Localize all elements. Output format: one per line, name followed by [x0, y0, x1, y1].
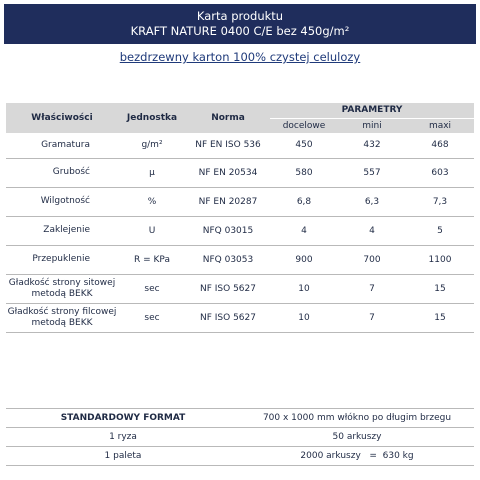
row-target: 580	[270, 158, 338, 187]
row-property-line1: Gładkość strony sitowej	[8, 277, 116, 288]
col-header-max: maxi	[406, 118, 474, 133]
row-property	[6, 274, 118, 303]
row-min: 557	[338, 158, 406, 187]
row-min: 4	[338, 216, 406, 245]
row-norm: NFQ 03053	[186, 245, 270, 274]
col-header-target: docelowe	[270, 118, 338, 133]
row-min: 7	[338, 303, 406, 332]
row-unit: U	[118, 216, 186, 245]
col-header-property: Właściwości	[6, 103, 118, 133]
row-unit: %	[118, 187, 186, 216]
row-target: 10	[270, 274, 338, 303]
row-norm: NF EN 20534	[186, 158, 270, 187]
row-property: Grubość	[6, 158, 118, 187]
col-header-parameters: PARAMETRY	[270, 103, 474, 118]
format-pallet-value: 2000 arkuszy = 630 kg	[240, 447, 474, 466]
row-min: 700	[338, 245, 406, 274]
row-max: 7,3	[406, 187, 474, 216]
row-unit: sec	[118, 303, 186, 332]
row-target: 4	[270, 216, 338, 245]
format-label: STANDARDOWY FORMAT	[6, 409, 240, 428]
format-ream-label: 1 ryza	[6, 428, 240, 447]
table-row	[6, 187, 474, 216]
row-max: 603	[406, 158, 474, 187]
row-min: 6,3	[338, 187, 406, 216]
row-unit: sec	[118, 274, 186, 303]
row-target: 900	[270, 245, 338, 274]
row-property-line2: metodą BEKK	[31, 317, 93, 328]
row-max: 15	[406, 274, 474, 303]
format-pallet-label: 1 paleta	[6, 447, 240, 466]
properties-table	[6, 103, 474, 333]
row-property-line1: Gładkość strony filcowej	[7, 306, 117, 317]
table-row	[6, 274, 474, 303]
row-min: 432	[338, 133, 406, 158]
row-norm: NF EN ISO 536	[186, 133, 270, 158]
row-property: Gramatura	[6, 133, 118, 158]
format-row	[6, 447, 474, 466]
row-max: 5	[406, 216, 474, 245]
col-header-min: mini	[338, 118, 406, 133]
row-property: Wilgotność	[6, 187, 118, 216]
row-unit: R = KPa	[118, 245, 186, 274]
row-norm: NFQ 03015	[186, 216, 270, 245]
row-min: 7	[338, 274, 406, 303]
row-target: 10	[270, 303, 338, 332]
row-max: 15	[406, 303, 474, 332]
row-unit: g/m²	[118, 133, 186, 158]
row-property: Zaklejenie	[6, 216, 118, 245]
row-target: 6,8	[270, 187, 338, 216]
col-header-unit: Jednostka	[118, 103, 186, 133]
header-product-name: KRAFT NATURE 0400 C/E bez 450g/m²	[130, 24, 350, 38]
table-row	[6, 216, 474, 245]
product-card-header	[4, 4, 476, 44]
row-max: 468	[406, 133, 474, 158]
header-title: Karta produktu	[196, 9, 284, 23]
row-norm: NF ISO 5627	[186, 274, 270, 303]
col-header-norm: Norma	[186, 103, 270, 133]
standard-format-table	[6, 408, 474, 466]
row-property: Przepuklenie	[6, 245, 118, 274]
format-ream-value: 50 arkuszy	[240, 428, 474, 447]
table-row	[6, 133, 474, 158]
product-subtitle: bezdrzewny karton 100% czystej celulozy	[119, 50, 361, 64]
table-row	[6, 245, 474, 274]
row-property-line2: metodą BEKK	[31, 288, 93, 299]
format-row	[6, 409, 474, 428]
row-target: 450	[270, 133, 338, 158]
row-unit: µ	[118, 158, 186, 187]
format-row	[6, 428, 474, 447]
table-row	[6, 158, 474, 187]
row-norm: NF EN 20287	[186, 187, 270, 216]
table-row	[6, 303, 474, 332]
row-norm: NF ISO 5627	[186, 303, 270, 332]
row-max: 1100	[406, 245, 474, 274]
row-property	[6, 303, 118, 332]
format-value: 700 x 1000 mm włókno po długim brzegu	[240, 409, 474, 428]
